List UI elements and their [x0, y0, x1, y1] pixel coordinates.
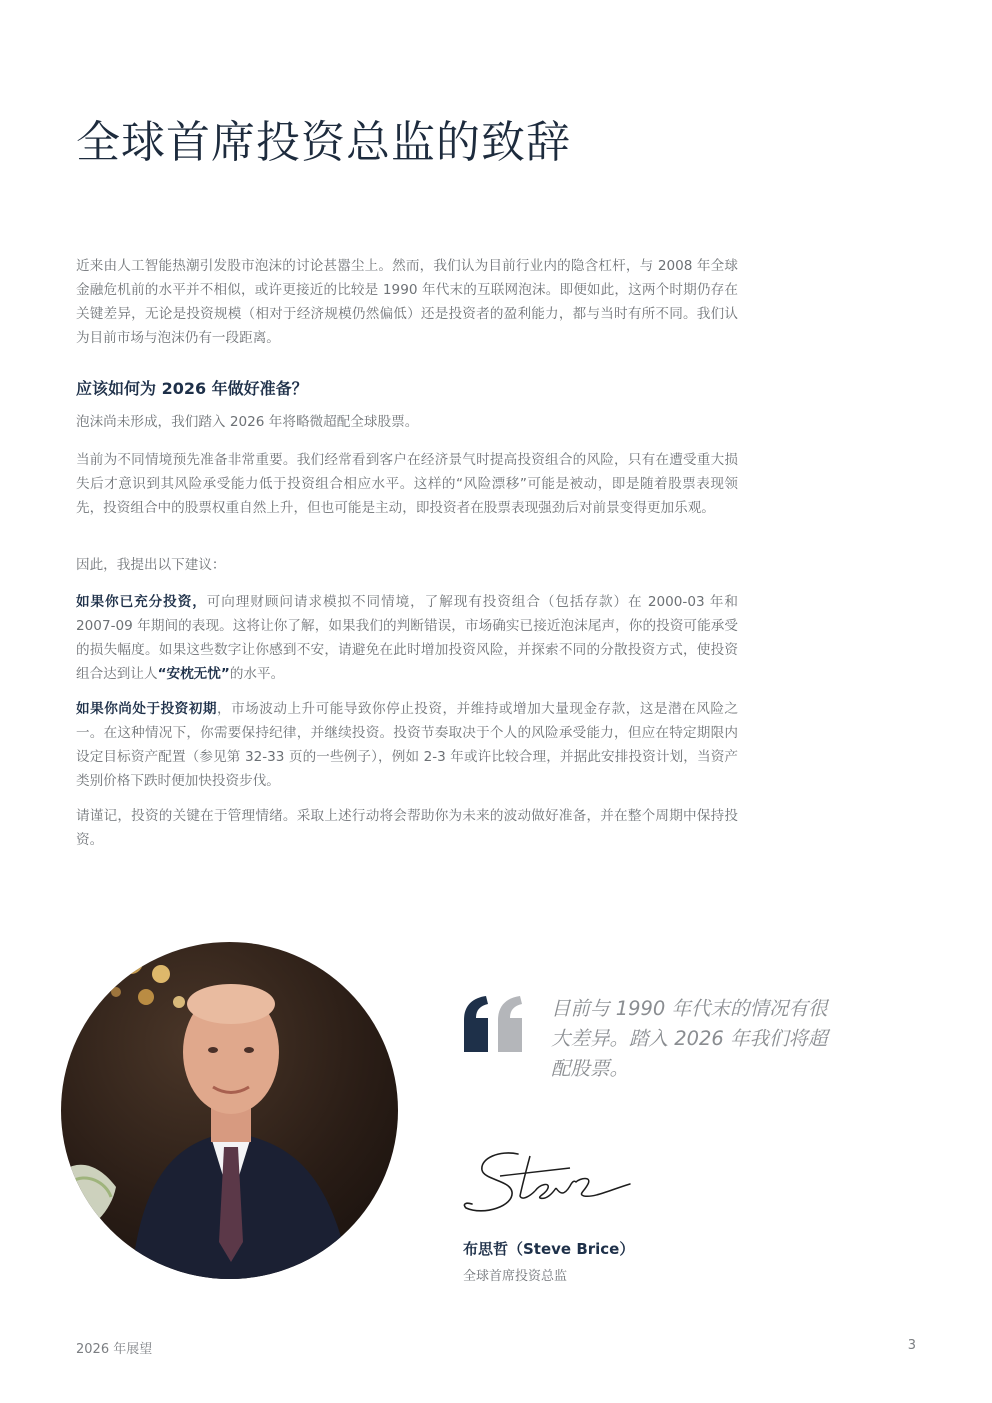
- paragraph-6: 请谨记，投资的关键在于管理情绪。采取上述行动将会帮助你为未来的波动做好准备，并在整个周期中保持投资。: [76, 808, 738, 848]
- page-title: 全球首席投资总监的致辞: [76, 117, 571, 168]
- paragraph-4-text-a: 可向理财顾问请求模拟不同情境，了解现有投资组合（包括存款）在 2000-03 年和 2007-09 年期间的表现。这将让你了解，如果我们的判断错误，市场确实已接近泡沫尾声，你的投资可能承受的损失幅度。如果这些数字让你感到不安，请避免在此时增加投资风险，并探索不同的分散投资方式，使投资组合达到让人: [76, 594, 739, 682]
- portrait-photo: [61, 942, 398, 1279]
- portrait-illustration: [61, 942, 398, 1279]
- paragraph-4: [76, 590, 738, 686]
- paragraph-2: 当前为不同情境预先准备非常重要。我们经常看到客户在经济景气时提高投资组合的风险，只有在遭受重大损失后才意识到其风险承受能力低于投资组合相应水平。这样的“风险漂移”可能是被动，即是随着股票表现领先，投资组合中的股票权重自然上升，但也可能是主动，即投资者在股票表现强劲后对前景变得更加乐观。: [76, 452, 738, 516]
- paragraph-4-text-b: 的水平。: [229, 666, 285, 682]
- paragraph-5-lead: 如果你尚处于投资初期: [76, 701, 217, 717]
- paragraph-4-emphasis: “安枕无忧”: [157, 666, 230, 682]
- quote-mark-icon: [462, 996, 526, 1052]
- signer-title: 全球首席投资总监: [463, 1269, 568, 1284]
- paragraph-5: [76, 697, 738, 793]
- signature-image: [460, 1146, 640, 1224]
- intro-paragraph: 近来由人工智能热潮引发股市泡沫的讨论甚嚣尘上。然而，我们认为目前行业内的隐含杠杆，与 2008 年全球金融危机前的水平并不相似，或许更接近的比较是 1990 年代末的互联网泡沫。即便如此，这两个时期仍存在关键差异，无论是投资规模（相对于经济规模仍然偏低）还是投资者的盈利能力，都与当时有所不同。我们认为目前市场与泡沫仍有一段距离。: [76, 258, 738, 346]
- page-number: 3: [907, 1338, 916, 1353]
- section-heading: 应该如何为 2026 年做好准备？: [76, 379, 308, 398]
- footer-publication: 2026 年展望: [76, 1342, 153, 1357]
- pull-quote: 目前与 1990 年代末的情况有很大差异。踏入 2026 年我们将超配股票。: [551, 997, 828, 1080]
- paragraph-1: 泡沫尚未形成，我们踏入 2026 年将略微超配全球股票。: [76, 414, 419, 430]
- paragraph-3: 因此，我提出以下建议：: [76, 557, 226, 573]
- paragraph-5-text: ，市场波动上升可能导致你停止投资，并维持或增加大量现金存款，这是潜在风险之一。在这种情况下，你需要保持纪律，并继续投资。投资节奏取决于个人的风险承受能力，但应在特定期限内设定目标资产配置（参见第 32-33 页的一些例子），例如 2-3 年或许比较合理，并据此安排投资计划，当资产类别价格下跌时便加快投资步伐。: [76, 701, 739, 789]
- signer-name: 布思哲（Steve Brice）: [463, 1240, 635, 1258]
- paragraph-4-lead: 如果你已充分投资，: [76, 594, 207, 610]
